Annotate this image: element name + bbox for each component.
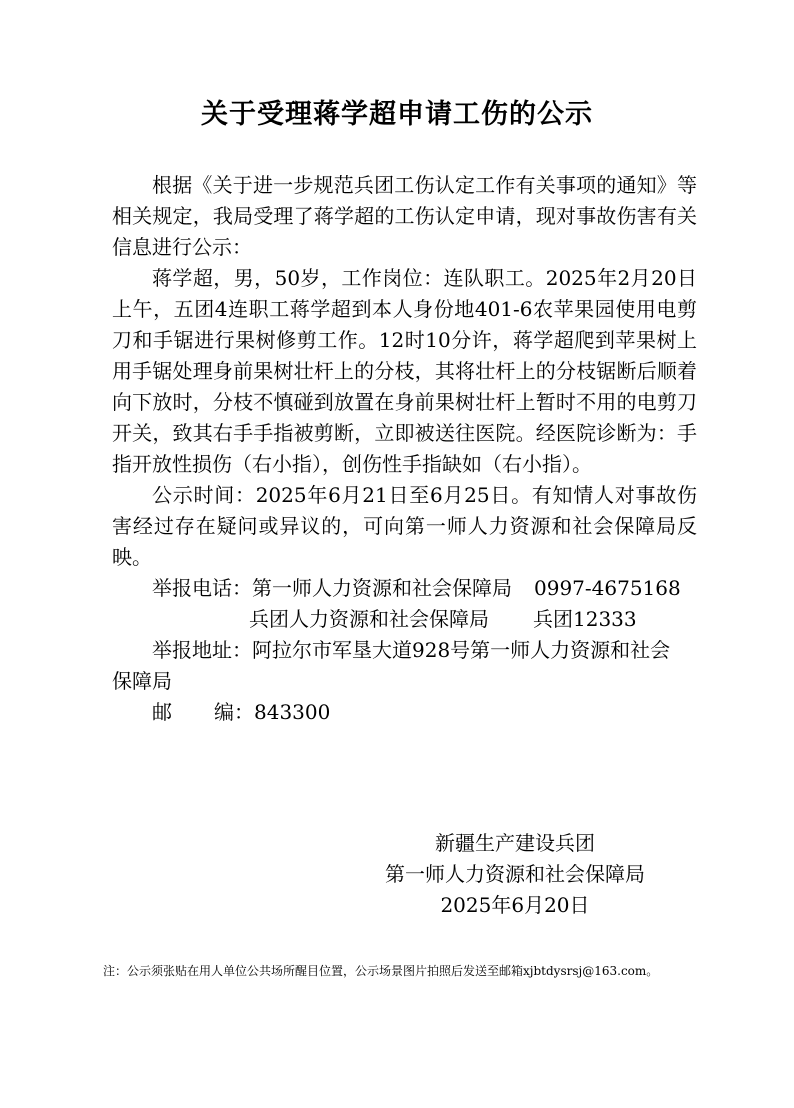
phone-number-2: 兵团12333 (533, 607, 637, 631)
document-title: 关于受理蒋学超申请工伤的公示 (201, 99, 593, 130)
address-label: 举报地址： (152, 638, 252, 662)
phone-org-2: 兵团人力资源和社会保障局 (249, 607, 489, 631)
postcode-label-char-1: 邮 (152, 700, 172, 724)
details-paragraph: 蒋学超，男，50岁，工作岗位：连队职工。2025年2月20日上午，五团4连职工蒋学超到本人身份地401-6农苹果园使用电剪刀和手锯进行果树修剪工作。12时10分许，蒋学超爬到苹果树上用手锯处理身前果树壮杆上的分枝，其将壮杆上的分枝锯断后顺着向下放时，分枝不慎碰到放置在身前果树壮杆上暂时不用的电剪刀开关，致其右手手指被剪断，立即被送往医院。经医院诊断为：手指开放性损伤（右小指），创伤性手指缺如（右小指）。 (112, 266, 697, 476)
address-row-continued (112, 666, 697, 697)
signature-date: 2025年6月20日 (440, 893, 590, 917)
document-body (112, 170, 697, 728)
postcode-label-char-2: 编： (214, 700, 254, 724)
phone-row-1 (112, 573, 697, 604)
signature-org-1: 新疆生产建设兵团 (435, 831, 595, 855)
footnote: 注：公示须张贴在用人单位公共场所醒目位置，公示场景图片拍照后发送至邮箱xjbtdysrsj@163.com。 (103, 964, 659, 978)
address-row (112, 635, 697, 666)
phone-number-1: 0997-4675168 (534, 576, 681, 600)
intro-paragraph: 根据《关于进一步规范兵团工伤认定工作有关事项的通知》等相关规定，我局受理了蒋学超的工伤认定申请，现对事故伤害有关信息进行公示： (112, 173, 697, 259)
postcode-row (112, 697, 697, 728)
address-line-1: 阿拉尔市军垦大道928号第一师人力资源和社会 (252, 638, 671, 662)
signature-block (380, 828, 650, 921)
phone-label: 举报电话： (152, 576, 252, 600)
postcode-value: 843300 (254, 700, 331, 724)
signature-org-2: 第一师人力资源和社会保障局 (385, 862, 645, 886)
address-line-2: 保障局 (112, 669, 172, 693)
phone-org-1: 第一师人力资源和社会保障局 (252, 576, 512, 600)
notice-period-paragraph: 公示时间：2025年6月21日至6月25日。有知情人对事故伤害经过存在疑问或异议的，可向第一师人力资源和社会保障局反映。 (112, 483, 697, 569)
phone-row-2 (112, 604, 697, 635)
